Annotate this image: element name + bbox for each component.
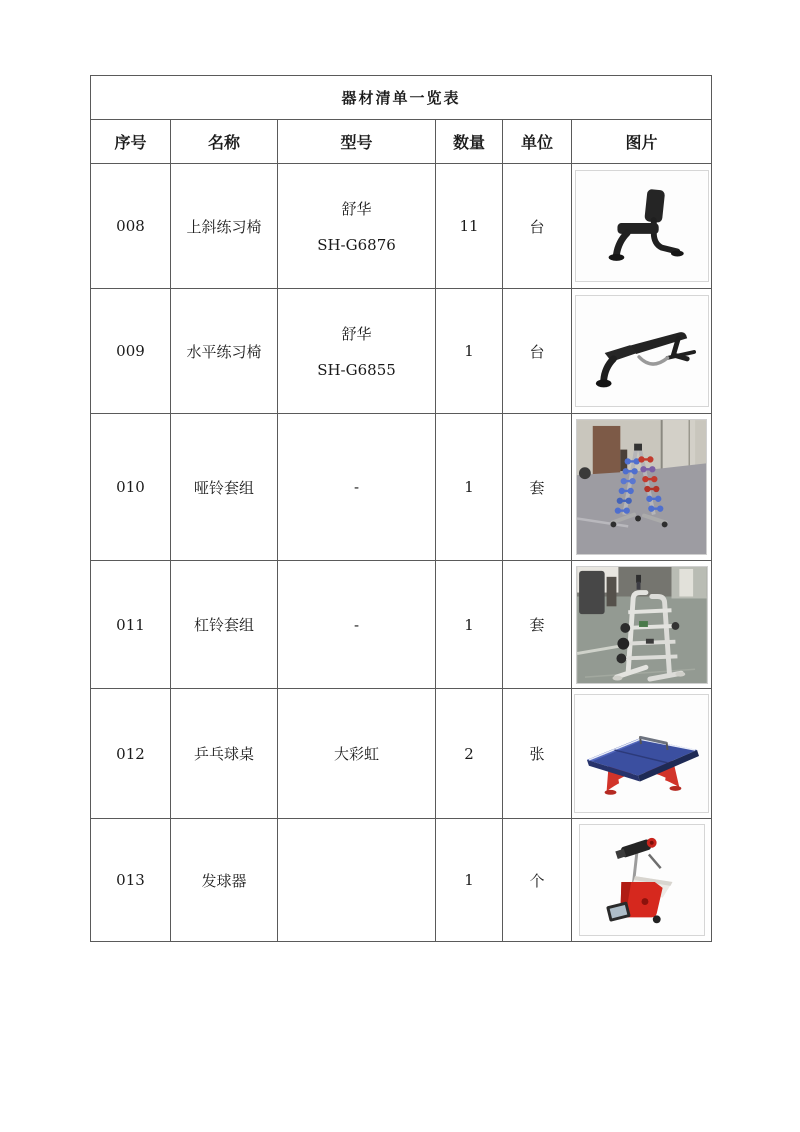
table-row-012 <box>91 689 712 819</box>
column-header-qty: 数量 <box>436 120 503 164</box>
cell-qty: 11 <box>436 164 503 289</box>
model-line-1: 舒华 <box>341 325 372 343</box>
model-line-1: - <box>353 615 360 634</box>
column-header-name: 名称 <box>171 120 278 164</box>
cell-no: 012 <box>91 689 171 819</box>
table-row-011 <box>91 561 712 689</box>
cell-no: 011 <box>91 561 171 689</box>
cell-no: 009 <box>91 289 171 414</box>
cell-unit: 张 <box>503 689 572 819</box>
page-title: 器材清单一览表 <box>91 76 712 120</box>
cell-name: 哑铃套组 <box>171 414 278 561</box>
cell-unit: 台 <box>503 289 572 414</box>
cell-model <box>278 819 436 942</box>
cell-no: 013 <box>91 819 171 942</box>
cell-model <box>278 689 436 819</box>
column-header-unit: 单位 <box>503 120 572 164</box>
barbell-rack-photo <box>576 566 708 684</box>
cell-name: 水平练习椅 <box>171 289 278 414</box>
flat-trainer-bench-photo <box>575 295 709 407</box>
cell-no: 008 <box>91 164 171 289</box>
table-row-013 <box>91 819 712 942</box>
incline-trainer-chair-photo <box>575 170 709 282</box>
table-row-010 <box>91 414 712 561</box>
cell-qty: 1 <box>436 414 503 561</box>
column-header-no: 序号 <box>91 120 171 164</box>
ball-serving-machine-photo <box>579 824 705 936</box>
rainbow-ping-pong-table-photo <box>574 694 709 813</box>
equipment-table <box>90 75 712 942</box>
table-header-row <box>91 120 712 164</box>
cell-picture <box>572 819 712 942</box>
cell-qty: 1 <box>436 561 503 689</box>
cell-name: 发球器 <box>171 819 278 942</box>
cell-unit: 套 <box>503 561 572 689</box>
column-header-model: 型号 <box>278 120 436 164</box>
cell-name: 乒乓球桌 <box>171 689 278 819</box>
table-row-008 <box>91 164 712 289</box>
dumbbell-rack-photo <box>576 419 707 555</box>
model-line-1: 舒华 <box>341 200 372 218</box>
column-header-picture: 图片 <box>572 120 712 164</box>
cell-unit: 台 <box>503 164 572 289</box>
cell-picture <box>572 561 712 689</box>
cell-model <box>278 289 436 414</box>
cell-picture <box>572 289 712 414</box>
cell-qty: 1 <box>436 289 503 414</box>
cell-no: 010 <box>91 414 171 561</box>
cell-qty: 1 <box>436 819 503 942</box>
cell-model <box>278 561 436 689</box>
cell-model <box>278 164 436 289</box>
table-row-009 <box>91 289 712 414</box>
cell-picture <box>572 164 712 289</box>
cell-name: 杠铃套组 <box>171 561 278 689</box>
cell-unit: 套 <box>503 414 572 561</box>
cell-model <box>278 414 436 561</box>
cell-picture <box>572 689 712 819</box>
model-line-2: SH-G6855 <box>317 361 396 379</box>
model-line-2: SH-G6876 <box>317 236 396 254</box>
cell-picture <box>572 414 712 561</box>
model-line-1: - <box>353 478 360 496</box>
table-title-row <box>91 76 712 120</box>
model-line-1: 大彩虹 <box>333 745 379 763</box>
cell-unit: 个 <box>503 819 572 942</box>
cell-qty: 2 <box>436 689 503 819</box>
cell-name: 上斜练习椅 <box>171 164 278 289</box>
